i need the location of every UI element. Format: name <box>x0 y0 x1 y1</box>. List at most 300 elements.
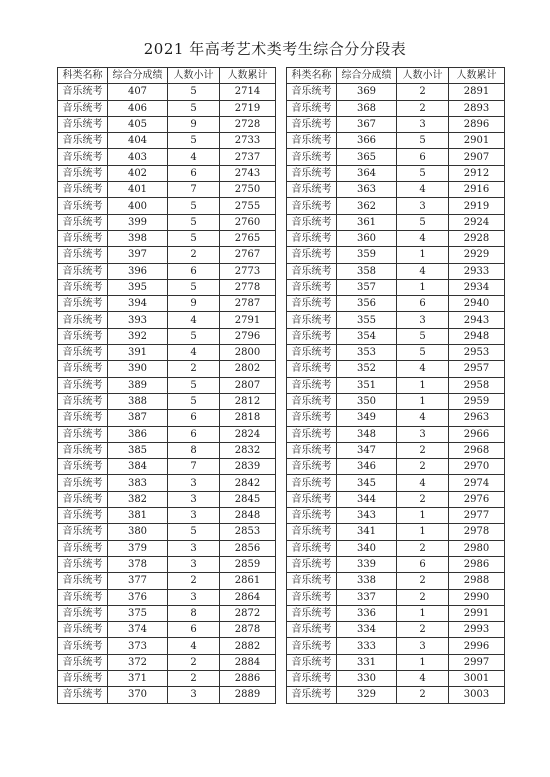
cell-category: 音乐统考 <box>58 589 108 605</box>
cell-cumulative: 2859 <box>220 556 276 572</box>
cell-score: 377 <box>108 573 168 589</box>
cell-score: 333 <box>337 638 397 654</box>
table-row <box>287 84 505 100</box>
cell-score: 360 <box>337 230 397 246</box>
cell-cumulative: 2907 <box>449 149 505 165</box>
cell-score: 401 <box>108 182 168 198</box>
cell-cumulative: 2714 <box>220 84 276 100</box>
cell-category: 音乐统考 <box>58 214 108 230</box>
cell-count: 5 <box>168 214 220 230</box>
cell-cumulative: 2882 <box>220 638 276 654</box>
cell-category: 音乐统考 <box>58 459 108 475</box>
cell-category: 音乐统考 <box>287 410 337 426</box>
cell-count: 5 <box>168 133 220 149</box>
cell-count: 9 <box>168 116 220 132</box>
cell-score: 379 <box>108 540 168 556</box>
cell-count: 6 <box>168 622 220 638</box>
cell-count: 3 <box>397 198 449 214</box>
cell-category: 音乐统考 <box>287 589 337 605</box>
cell-count: 5 <box>168 230 220 246</box>
cell-cumulative: 2760 <box>220 214 276 230</box>
cell-category: 音乐统考 <box>58 377 108 393</box>
table-row <box>58 263 276 279</box>
cell-cumulative: 2884 <box>220 654 276 670</box>
cell-score: 385 <box>108 442 168 458</box>
cell-count: 2 <box>168 361 220 377</box>
table-row <box>287 410 505 426</box>
table-row <box>58 508 276 524</box>
cell-count: 3 <box>168 687 220 703</box>
table-row <box>287 508 505 524</box>
cell-count: 3 <box>168 475 220 491</box>
cell-score: 407 <box>108 84 168 100</box>
cell-count: 1 <box>397 605 449 621</box>
cell-category: 音乐统考 <box>287 279 337 295</box>
cell-score: 400 <box>108 198 168 214</box>
cell-score: 388 <box>108 393 168 409</box>
cell-count: 1 <box>397 247 449 263</box>
cell-score: 357 <box>337 279 397 295</box>
table-row <box>58 442 276 458</box>
cell-count: 3 <box>168 589 220 605</box>
cell-category: 音乐统考 <box>287 263 337 279</box>
cell-category: 音乐统考 <box>58 100 108 116</box>
cell-count: 4 <box>397 410 449 426</box>
cell-cumulative: 3003 <box>449 687 505 703</box>
cell-score: 336 <box>337 605 397 621</box>
table-row <box>58 296 276 312</box>
table-row <box>58 589 276 605</box>
cell-category: 音乐统考 <box>287 214 337 230</box>
table-row <box>287 426 505 442</box>
cell-cumulative: 2889 <box>220 687 276 703</box>
cell-count: 3 <box>168 508 220 524</box>
cell-count: 3 <box>168 491 220 507</box>
cell-cumulative: 2977 <box>449 508 505 524</box>
cell-category: 音乐统考 <box>58 263 108 279</box>
cell-cumulative: 2958 <box>449 377 505 393</box>
cell-category: 音乐统考 <box>287 198 337 214</box>
cell-cumulative: 2891 <box>449 84 505 100</box>
cell-score: 364 <box>337 165 397 181</box>
table-row <box>287 670 505 686</box>
cell-category: 音乐统考 <box>287 622 337 638</box>
cell-cumulative: 2832 <box>220 442 276 458</box>
cell-score: 352 <box>337 361 397 377</box>
cell-cumulative: 2755 <box>220 198 276 214</box>
cell-cumulative: 2743 <box>220 165 276 181</box>
cell-score: 376 <box>108 589 168 605</box>
table-row <box>58 524 276 540</box>
cell-score: 339 <box>337 556 397 572</box>
cell-category: 音乐统考 <box>58 279 108 295</box>
cell-category: 音乐统考 <box>58 605 108 621</box>
cell-score: 373 <box>108 638 168 654</box>
table-row <box>287 361 505 377</box>
cell-category: 音乐统考 <box>287 149 337 165</box>
cell-score: 341 <box>337 524 397 540</box>
cell-count: 6 <box>168 426 220 442</box>
cell-category: 音乐统考 <box>58 296 108 312</box>
cell-category: 音乐统考 <box>287 524 337 540</box>
cell-category: 音乐统考 <box>58 165 108 181</box>
table-row <box>58 687 276 703</box>
cell-count: 2 <box>397 622 449 638</box>
cell-score: 355 <box>337 312 397 328</box>
cell-score: 354 <box>337 328 397 344</box>
cell-count: 1 <box>397 393 449 409</box>
cell-count: 2 <box>397 459 449 475</box>
cell-category: 音乐统考 <box>58 491 108 507</box>
cell-cumulative: 2996 <box>449 638 505 654</box>
cell-cumulative: 2997 <box>449 654 505 670</box>
table-row <box>58 149 276 165</box>
table-row <box>58 198 276 214</box>
cell-score: 365 <box>337 149 397 165</box>
cell-cumulative: 2929 <box>449 247 505 263</box>
cell-count: 4 <box>397 361 449 377</box>
cell-category: 音乐统考 <box>287 638 337 654</box>
table-row <box>287 491 505 507</box>
cell-count: 2 <box>397 540 449 556</box>
cell-count: 6 <box>397 149 449 165</box>
cell-count: 4 <box>397 263 449 279</box>
table-row <box>287 247 505 263</box>
table-header-row <box>58 68 276 84</box>
cell-score: 390 <box>108 361 168 377</box>
cell-count: 7 <box>168 182 220 198</box>
cell-category: 音乐统考 <box>58 573 108 589</box>
table-row <box>287 279 505 295</box>
cell-count: 2 <box>397 491 449 507</box>
table-row <box>58 475 276 491</box>
cell-cumulative: 2872 <box>220 605 276 621</box>
cell-score: 395 <box>108 279 168 295</box>
cell-category: 音乐统考 <box>287 165 337 181</box>
cell-score: 349 <box>337 410 397 426</box>
cell-cumulative: 2824 <box>220 426 276 442</box>
table-header-row <box>287 68 505 84</box>
header-count: 人数小计 <box>168 68 220 84</box>
cell-cumulative: 2912 <box>449 165 505 181</box>
cell-count: 1 <box>397 279 449 295</box>
cell-cumulative: 2993 <box>449 622 505 638</box>
cell-cumulative: 2818 <box>220 410 276 426</box>
cell-count: 6 <box>168 165 220 181</box>
cell-cumulative: 2968 <box>449 442 505 458</box>
cell-cumulative: 2988 <box>449 573 505 589</box>
cell-cumulative: 2728 <box>220 116 276 132</box>
table-row <box>287 198 505 214</box>
cell-category: 音乐统考 <box>287 312 337 328</box>
cell-cumulative: 2957 <box>449 361 505 377</box>
cell-cumulative: 2924 <box>449 214 505 230</box>
cell-count: 2 <box>397 687 449 703</box>
cell-category: 音乐统考 <box>287 133 337 149</box>
cell-count: 6 <box>168 263 220 279</box>
cell-category: 音乐统考 <box>287 377 337 393</box>
cell-count: 3 <box>168 540 220 556</box>
cell-count: 2 <box>397 589 449 605</box>
cell-category: 音乐统考 <box>287 116 337 132</box>
table-row <box>287 524 505 540</box>
cell-count: 5 <box>397 133 449 149</box>
cell-count: 2 <box>397 573 449 589</box>
cell-score: 363 <box>337 182 397 198</box>
cell-cumulative: 2719 <box>220 100 276 116</box>
cell-category: 音乐统考 <box>287 573 337 589</box>
cell-count: 2 <box>168 247 220 263</box>
cell-cumulative: 2928 <box>449 230 505 246</box>
cell-score: 358 <box>337 263 397 279</box>
cell-category: 音乐统考 <box>58 312 108 328</box>
cell-score: 345 <box>337 475 397 491</box>
table-row <box>287 442 505 458</box>
cell-score: 394 <box>108 296 168 312</box>
table-row <box>287 296 505 312</box>
cell-cumulative: 2807 <box>220 377 276 393</box>
cell-cumulative: 2842 <box>220 475 276 491</box>
cell-category: 音乐统考 <box>287 475 337 491</box>
table-row <box>287 475 505 491</box>
cell-score: 391 <box>108 345 168 361</box>
cell-cumulative: 2919 <box>449 198 505 214</box>
table-row <box>287 540 505 556</box>
cell-cumulative: 2886 <box>220 670 276 686</box>
cell-score: 368 <box>337 100 397 116</box>
cell-score: 371 <box>108 670 168 686</box>
cell-count: 3 <box>168 556 220 572</box>
cell-score: 351 <box>337 377 397 393</box>
cell-count: 5 <box>168 84 220 100</box>
cell-cumulative: 2966 <box>449 426 505 442</box>
table-row <box>287 214 505 230</box>
table-row <box>287 182 505 198</box>
cell-score: 353 <box>337 345 397 361</box>
cell-count: 8 <box>168 442 220 458</box>
cell-score: 381 <box>108 508 168 524</box>
cell-cumulative: 2980 <box>449 540 505 556</box>
cell-count: 4 <box>397 182 449 198</box>
cell-cumulative: 2893 <box>449 100 505 116</box>
cell-cumulative: 2812 <box>220 393 276 409</box>
cell-cumulative: 2800 <box>220 345 276 361</box>
cell-score: 334 <box>337 622 397 638</box>
cell-count: 5 <box>397 345 449 361</box>
table-row <box>58 426 276 442</box>
table-row <box>287 459 505 475</box>
table-row <box>58 165 276 181</box>
table-row <box>287 556 505 572</box>
cell-cumulative: 2940 <box>449 296 505 312</box>
cell-score: 374 <box>108 622 168 638</box>
cell-count: 4 <box>168 638 220 654</box>
cell-count: 6 <box>397 296 449 312</box>
cell-category: 音乐统考 <box>58 654 108 670</box>
table-row <box>287 165 505 181</box>
table-row <box>58 84 276 100</box>
cell-score: 343 <box>337 508 397 524</box>
header-category: 科类名称 <box>287 68 337 84</box>
cell-score: 383 <box>108 475 168 491</box>
cell-category: 音乐统考 <box>58 361 108 377</box>
cell-category: 音乐统考 <box>287 687 337 703</box>
cell-category: 音乐统考 <box>58 393 108 409</box>
cell-score: 375 <box>108 605 168 621</box>
cell-cumulative: 2896 <box>449 116 505 132</box>
cell-score: 378 <box>108 556 168 572</box>
cell-cumulative: 2990 <box>449 589 505 605</box>
cell-category: 音乐统考 <box>287 296 337 312</box>
cell-category: 音乐统考 <box>58 540 108 556</box>
cell-cumulative: 2845 <box>220 491 276 507</box>
cell-category: 音乐统考 <box>287 100 337 116</box>
cell-cumulative: 2856 <box>220 540 276 556</box>
cell-score: 399 <box>108 214 168 230</box>
table-row <box>58 622 276 638</box>
cell-score: 396 <box>108 263 168 279</box>
cell-score: 397 <box>108 247 168 263</box>
table-row <box>58 279 276 295</box>
cell-count: 5 <box>168 328 220 344</box>
table-row <box>287 100 505 116</box>
cell-score: 370 <box>108 687 168 703</box>
cell-category: 音乐统考 <box>287 459 337 475</box>
cell-score: 340 <box>337 540 397 556</box>
cell-cumulative: 2948 <box>449 328 505 344</box>
cell-cumulative: 2916 <box>449 182 505 198</box>
cell-count: 2 <box>168 654 220 670</box>
cell-cumulative: 2796 <box>220 328 276 344</box>
cell-score: 356 <box>337 296 397 312</box>
cell-count: 1 <box>397 524 449 540</box>
cell-count: 3 <box>397 426 449 442</box>
table-row <box>287 149 505 165</box>
table-row <box>58 654 276 670</box>
cell-count: 3 <box>397 638 449 654</box>
table-row <box>58 605 276 621</box>
table-row <box>287 377 505 393</box>
cell-score: 331 <box>337 654 397 670</box>
cell-category: 音乐统考 <box>58 687 108 703</box>
cell-cumulative: 2765 <box>220 230 276 246</box>
cell-category: 音乐统考 <box>58 475 108 491</box>
cell-score: 392 <box>108 328 168 344</box>
score-table-right <box>286 67 505 704</box>
cell-score: 330 <box>337 670 397 686</box>
cell-cumulative: 2970 <box>449 459 505 475</box>
cell-category: 音乐统考 <box>58 198 108 214</box>
cell-count: 5 <box>168 279 220 295</box>
table-row <box>58 670 276 686</box>
table-row <box>58 345 276 361</box>
cell-count: 4 <box>168 312 220 328</box>
cell-cumulative: 2933 <box>449 263 505 279</box>
cell-category: 音乐统考 <box>287 442 337 458</box>
cell-score: 404 <box>108 133 168 149</box>
table-row <box>287 133 505 149</box>
cell-cumulative: 2778 <box>220 279 276 295</box>
cell-count: 5 <box>168 524 220 540</box>
cell-category: 音乐统考 <box>58 670 108 686</box>
cell-category: 音乐统考 <box>58 328 108 344</box>
cell-category: 音乐统考 <box>287 361 337 377</box>
cell-count: 2 <box>168 670 220 686</box>
cell-count: 6 <box>397 556 449 572</box>
table-row <box>287 263 505 279</box>
table-row <box>58 556 276 572</box>
score-table-left <box>57 67 276 704</box>
cell-category: 音乐统考 <box>287 84 337 100</box>
cell-cumulative: 2943 <box>449 312 505 328</box>
cell-cumulative: 2963 <box>449 410 505 426</box>
cell-cumulative: 2978 <box>449 524 505 540</box>
table-row <box>58 393 276 409</box>
cell-count: 4 <box>168 149 220 165</box>
cell-cumulative: 2986 <box>449 556 505 572</box>
cell-count: 7 <box>168 459 220 475</box>
cell-category: 音乐统考 <box>287 670 337 686</box>
cell-score: 393 <box>108 312 168 328</box>
cell-category: 音乐统考 <box>58 426 108 442</box>
cell-count: 5 <box>397 328 449 344</box>
cell-count: 1 <box>397 654 449 670</box>
table-row <box>287 345 505 361</box>
cell-count: 5 <box>397 165 449 181</box>
table-row <box>287 573 505 589</box>
cell-category: 音乐统考 <box>287 393 337 409</box>
cell-category: 音乐统考 <box>58 133 108 149</box>
cell-score: 348 <box>337 426 397 442</box>
cell-score: 398 <box>108 230 168 246</box>
cell-score: 362 <box>337 198 397 214</box>
cell-count: 5 <box>168 393 220 409</box>
cell-cumulative: 2733 <box>220 133 276 149</box>
table-row <box>287 393 505 409</box>
table-row <box>58 328 276 344</box>
cell-cumulative: 2787 <box>220 296 276 312</box>
cell-count: 4 <box>397 670 449 686</box>
table-row <box>58 573 276 589</box>
cell-score: 389 <box>108 377 168 393</box>
cell-count: 9 <box>168 296 220 312</box>
table-row <box>287 328 505 344</box>
cell-score: 382 <box>108 491 168 507</box>
cell-category: 音乐统考 <box>287 508 337 524</box>
cell-score: 405 <box>108 116 168 132</box>
cell-category: 音乐统考 <box>58 182 108 198</box>
cell-category: 音乐统考 <box>287 182 337 198</box>
cell-category: 音乐统考 <box>58 149 108 165</box>
cell-score: 337 <box>337 589 397 605</box>
header-score: 综合分成绩 <box>108 68 168 84</box>
cell-category: 音乐统考 <box>58 556 108 572</box>
cell-cumulative: 2802 <box>220 361 276 377</box>
cell-cumulative: 2737 <box>220 149 276 165</box>
cell-cumulative: 2767 <box>220 247 276 263</box>
cell-score: 380 <box>108 524 168 540</box>
cell-score: 372 <box>108 654 168 670</box>
table-row <box>58 491 276 507</box>
table-row <box>58 116 276 132</box>
cell-category: 音乐统考 <box>287 328 337 344</box>
cell-cumulative: 3001 <box>449 670 505 686</box>
cell-count: 2 <box>397 100 449 116</box>
cell-count: 8 <box>168 605 220 621</box>
cell-count: 5 <box>168 377 220 393</box>
cell-cumulative: 2934 <box>449 279 505 295</box>
cell-category: 音乐统考 <box>58 345 108 361</box>
